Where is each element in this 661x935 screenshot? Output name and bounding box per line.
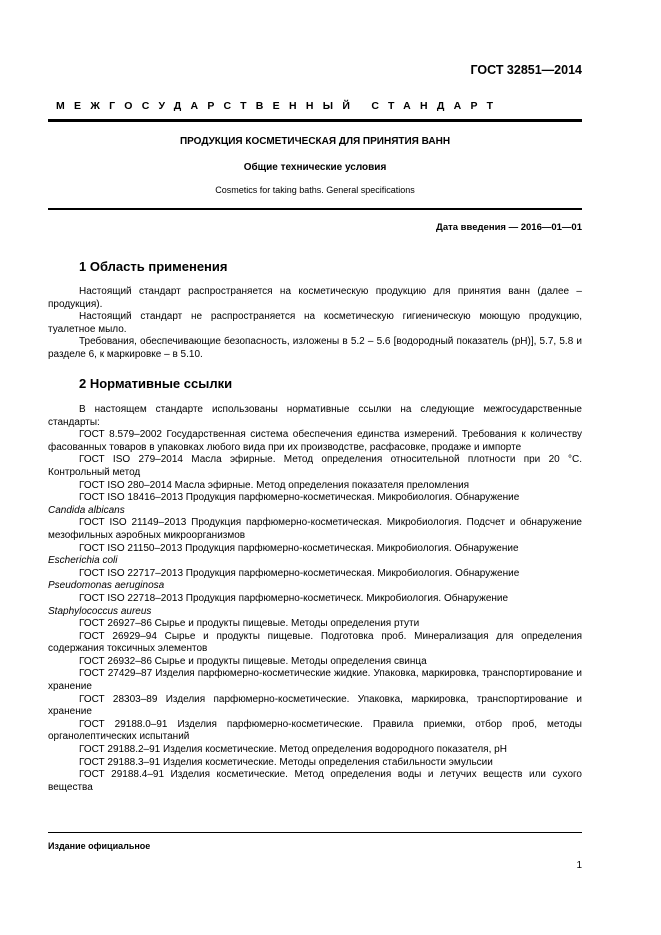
- reference-item: ГОСТ 29188.0–91 Изделия парфюмерно-косметические. Правила приемки, отбор проб, методы органолептических испытаний: [48, 718, 582, 743]
- footer-divider: [48, 832, 582, 833]
- organism-name: Candida albicans: [48, 504, 125, 516]
- organism-name: Staphylococcus aureus: [48, 605, 152, 617]
- page-number: 1: [576, 860, 582, 871]
- paragraph: В настоящем стандарте использованы нормативные ссылки на следующие межгосударственные стандарты:: [48, 404, 582, 428]
- reference-item: ГОСТ ISO 21149–2013 Продукция парфюмерно-косметическая. Микробиология. Подсчет и обнаружение мезофильных аэробных микроорганизмов: [48, 517, 582, 541]
- reference-item: ГОСТ 26932–86 Сырье и продукты пищевые. Методы определения свинца: [79, 655, 427, 667]
- reference-item: ГОСТ 27429–87 Изделия парфюмерно-косметические жидкие. Упаковка, маркировка, транспортирование и хранение: [48, 668, 582, 693]
- section-2-heading: 2 Нормативные ссылки: [79, 376, 233, 391]
- reference-item: ГОСТ 29188.4–91 Изделия косметические. Метод определения воды и летучих веществ или сухого вещества: [48, 769, 582, 793]
- reference-item: ГОСТ 26929–94 Сырье и продукты пищевые. Подготовка проб. Минерализация для определения содержания токсичных элементов: [48, 630, 582, 655]
- section-2-body: [48, 404, 582, 794]
- reference-item: ГОСТ 29188.3–91 Изделия косметические. Методы определения стабильности эмульсии: [79, 756, 493, 768]
- header-divider: [48, 119, 582, 122]
- reference-item: ГОСТ ISO 22718–2013 Продукция парфюмерно-косметическ. Микробиология. Обнаружение Staphylococcus aureus: [48, 592, 509, 617]
- reference-item: ГОСТ 29188.2–91 Изделия косметические. Метод определения водородного показателя, pH: [79, 744, 507, 756]
- reference-item: ГОСТ ISO 279–2014 Масла эфирные. Метод определения относительной плотности при 20 °С. Контрольный метод: [48, 454, 582, 478]
- reference-item: ГОСТ ISO 21150–2013 Продукция парфюмерно-косметическая. Микробиология. Обнаружение Escherichia coli: [48, 542, 519, 567]
- standard-type-heading: МЕЖГОСУДАРСТВЕННЫЙ СТАНДАРТ: [56, 100, 503, 112]
- section-1-body: [48, 286, 582, 362]
- paragraph: Требования, обеспечивающие безопасность, изложены в 5.2 – 5.6 [водородный показатель (pH)], 5.7, 5.8 и разделе 6, к маркировке – в 5.10.: [48, 336, 582, 360]
- organism-name: Pseudomonas aeruginosa: [48, 580, 165, 592]
- organism-name: Escherichia coli: [48, 555, 118, 567]
- title-divider: [48, 208, 582, 210]
- product-title: ПРОДУКЦИЯ КОСМЕТИЧЕСКАЯ ДЛЯ ПРИНЯТИЯ ВАНН: [179, 136, 451, 147]
- official-edition-label: Издание официальное: [48, 841, 151, 851]
- reference-item: ГОСТ ISO 22717–2013 Продукция парфюмерно-косметическая. Микробиология. Обнаружение Pseudomonas aeruginosa: [48, 567, 520, 592]
- reference-item: ГОСТ ISO 280–2014 Масла эфирные. Метод определения показателя преломления: [79, 479, 470, 491]
- paragraph: Настоящий стандарт не распространяется на косметическую гигиеническую моющую продукцию, туалетное мыло.: [48, 311, 582, 335]
- document-code: ГОСТ 32851—2014: [470, 63, 582, 77]
- introduction-date: Дата введения — 2016—01—01: [436, 222, 582, 233]
- reference-item: ГОСТ 28303–89 Изделия парфюмерно-косметические. Упаковка, маркировка, транспортирование и хранение: [48, 693, 582, 718]
- english-title: Cosmetics for taking baths. General specifications: [215, 185, 415, 195]
- section-1-heading: 1 Область применения: [79, 259, 228, 274]
- paragraph: Настоящий стандарт распространяется на косметическую продукцию для принятия ванн (далее – продукция).: [48, 286, 582, 310]
- document-subtitle: Общие технические условия: [243, 162, 387, 173]
- reference-item: ГОСТ 26927–86 Сырье и продукты пищевые. Методы определения ртути: [79, 618, 420, 630]
- reference-item: ГОСТ ISO 18416–2013 Продукция парфюмерно-косметическая. Микробиология. Обнаружение Candida albicans: [48, 492, 520, 516]
- reference-item: ГОСТ 8.579–2002 Государственная система обеспечения единства измерений. Требования к количеству фасованных товаров в упаковках любого вида при их производстве, расфасовке, продаже и импорте: [48, 429, 582, 453]
